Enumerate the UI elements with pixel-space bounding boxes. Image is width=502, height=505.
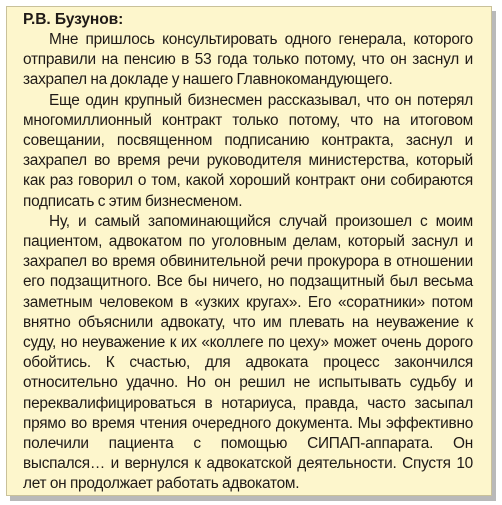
speaker-name: Р.В. Бузунов: (23, 11, 124, 28)
quote-box (6, 6, 492, 496)
paragraph-general: Мне пришлось консультировать одного генерала, которого отправили на пенсию в 53 года только потому, что он заснул и захрапел на докладе у нашего Главнокомандующего. (23, 31, 473, 89)
paragraph-lawyer: Ну, и самый запоминающийся случай произошел с моим пациентом, адвокатом по уголовным делам, который заснул и захрапел во время обвинительной речи прокурора в отношении его подзащитного. Все бы ничего, но подзащитный был весьма заметным человеком в «узких кругах». Его «соратники» потом внятно объяснили адвокату, что им плевать на неуважение к суду, но неуважение к их «коллеге по цеху» может очень дорого обойтись. К счастью, для адвоката процесс закончился относительно удачно. Но он решил не испытывать судьбу и переквалифицироваться в нотариуса, правда, часто засыпал прямо во время чтения очередного документа. Мы эффективно полечили пациента с помощью СИПАП-аппарата. Он выспался… и вернулся к адвокатской деятельности. Спустя 10 лет он продолжает работать адвокатом. (23, 212, 473, 493)
paragraph-businessman: Еще один крупный бизнесмен рассказывал, что он потерял многомиллионный контракт только потому, что на итоговом совещании, посвященном подписанию контракта, заснул и захрапел во время речи руководителя министерства, который как раз говорил о том, какой хороший контракт они собираются подписать с этим бизнесменом. (23, 91, 473, 210)
